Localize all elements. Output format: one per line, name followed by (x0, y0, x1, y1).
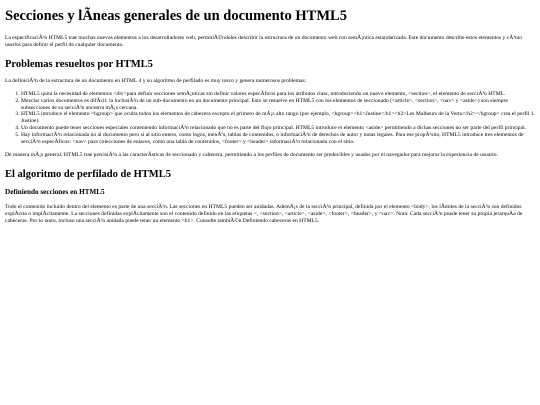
problems-outro-paragraph: De manera mÃ¡s general, HTML5 trae precisiÃ³n a las caracterÃsticas de seccionado y cabecera, permitiendo a los perfiles de documento ser predecibles y usados por el navegador para mejorar la experiencia de usuario. (5, 151, 498, 158)
intro-paragraph: La especificaciÃ³n HTML5 trae muchas nuevos elementos a los desarrolladores web, permitiÃ©ndoles describir la estructura de un documento web con semÃ¡ntica estandarizada. Este documento describe estos elementos y cÃ³mo usarlos para definir el perfil de cualquier documento. (5, 35, 523, 48)
subsection-heading-defining: Definiendo secciones en HTML5 (5, 187, 105, 196)
list-item: 4. Un documento puede tener secciones especiales conteniendo informaciÃ³n relacionado que no es parte del flujo principal. HTML5 introduce el elemento <aside> permitiendo a dichas secciones no ser parte del perfil principal. (21, 125, 535, 132)
page-title: Secciones y lÃneas generales de un documento HTML5 (5, 8, 347, 24)
section-heading-algorithm: El algoritmo de perfilado de HTML5 (5, 168, 171, 180)
defining-sections-paragraph: Todo el contenido incluido dentro del elemento es parte de una secciÃ³n. Las secciones en HTML5 pueden ser anidadas. AdemÃ¡s de la secciÃ³n principal, definida por el elemento <body>, los lÃmites de la secciÃ³n son definidos explÃcita o implÃcitamente. La secciones definidas explÃcitamente son el contenido definido en las etiquetas <, <section>, <article>, <aside>, <footer>, <header>, y <nav>. Nota: Cada secciÃ³n puede tener su propia jerarquÃa de cabeceras. Por lo tanto, incluso una secciÃ³n anidada puede tener un elemento <h1>. Consulte tambiÃ©n Definiendo cabeceras en HTML5. (5, 203, 523, 224)
problems-intro-paragraph: La definiciÃ³n de la estructura de un documento en HTML 4 y su algoritmo de perfilado es muy tosco y genera numerosos problemas: (5, 77, 307, 84)
section-heading-problems: Problemas resueltos por HTML5 (5, 58, 153, 70)
list-item: 1. HTML5 quita la necesidad de elementos <div>para definir secciones semÃ¡nticas sin definir valores especÃficos para los atributos class, introduciendo un nuevo elemento, <section>, el elemento de secciÃ³n HTML. (21, 91, 535, 98)
problems-list (5, 91, 535, 146)
list-item: 5. Hay informaciÃ³n relacionada no al documento pero si al sitio entero, como logos, menÃºs, tablas de contenidos, o informaciÃ³n de derechos de autor y notas legales. Para ese propÃ³sito, HTML5 introduce tres elementos de secciÃ³n especÃficos: <nav> para colecciones de enlaces, como una tabla de contenidos, <footer> y <header> informaciÃ³n relacionada con el sitio. (21, 132, 535, 146)
list-item: 2. Mezclar varios documentos es difÃcil: la inclusiÃ³n de un sub-documento en un documento principal. Esto se resuelve en HTML5 con los elementos de seccionado (<article>, <section>, <nav> y <aside>) son siempre subsecciones de su secciÃ³n ancestra mÃ¡s cercana. (21, 98, 535, 112)
list-item: 3. HTML5 introduce el elemento <hgroup> que oculta todos los elementos de cabecera excepto el primero de mÃ¡s alto rango (por ejemplo, <hgroup><h1>Justine</h1><h2>Les Malheurs de la Vertu</h2></hgroup> crea el perfil 1. Justine). (21, 111, 535, 125)
